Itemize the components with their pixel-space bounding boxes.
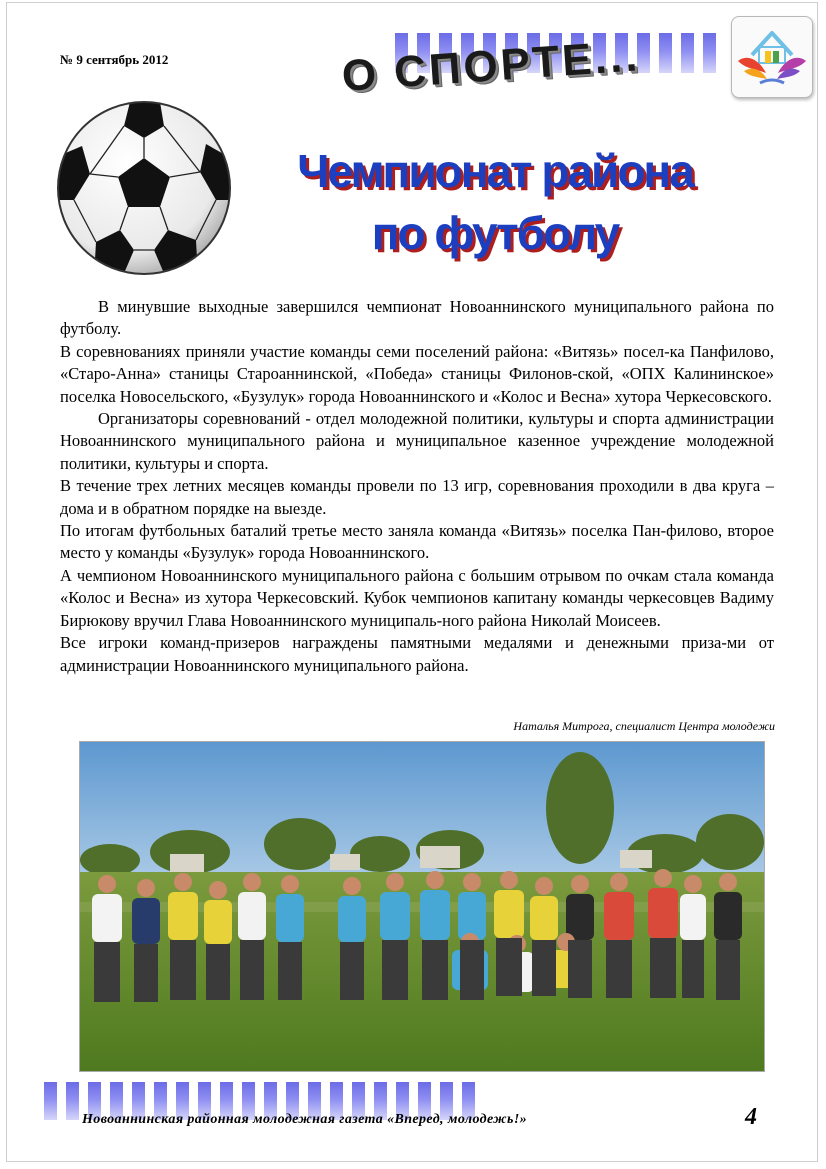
article-paragraph: Все игроки команд-призеров награждены памятными медалями и денежными приза-ми от администрации Новоаннинского муниципального района.	[60, 633, 774, 675]
newspaper-title: Новоаннинская районная молодежная газета «Вперед, молодежь!»	[82, 1112, 528, 1127]
article-paragraph: В минувшие выходные завершился чемпионат Новоаннинского муниципального района по футболу.	[60, 297, 774, 339]
issue-label: № 9 сентябрь 2012	[60, 52, 169, 67]
soccer-ball-icon	[56, 100, 232, 276]
team-photo	[79, 741, 765, 1072]
headline-line-2: по футболу	[371, 207, 619, 259]
page-number: 4	[745, 1104, 757, 1130]
article-paragraph: А чемпионом Новоаннинского муниципального района с большим отрывом по очкам стала команда «Колос и Весна» из хутора Черкесовский. Кубок чемпионов капитану команды черкесовцев Вадиму Бирюкову вручил Глава Новоаннинского муниципаль-ного района Николай Моисеев.	[60, 565, 774, 630]
article-paragraph: В соревнованиях приняли участие команды семи поселений района: «Витязь» посел-ка Панфилово, «Старо-Анна» станицы Староаннинской, «Победа» станицы Филонов-ской, «ОПХ Калининское» поселка Новосельского, «Бузулук» города Новоаннинского и «Колос и Весна» хутора Черкесовского.	[60, 341, 774, 406]
article-headline	[245, 140, 745, 264]
article-paragraph: По итогам футбольных баталий третье место заняла команда «Витязь» поселка Пан-филово, второе место у команды «Бузулук» города Новоаннинского.	[60, 521, 774, 563]
article-paragraph: В течение трех летних месяцев команды провели по 13 игр, соревнования проходили в два круга – дома и в обратном порядке на выезде.	[60, 476, 774, 518]
section-title: О СПОРТЕ...	[340, 31, 642, 101]
article-body	[60, 296, 774, 677]
article-paragraph: Организаторы соревнований - отдел молодежной политики, культуры и спорта администрации Новоаннинского муниципального района и муниципальное казенное учреждение молодежной политики, культуры и спорта.	[60, 409, 774, 473]
headline-line-1: Чемпионат района	[297, 145, 693, 197]
youth-center-logo-icon	[731, 16, 813, 98]
article-byline: Наталья Митрога, специалист Центра молодежи	[513, 719, 775, 733]
